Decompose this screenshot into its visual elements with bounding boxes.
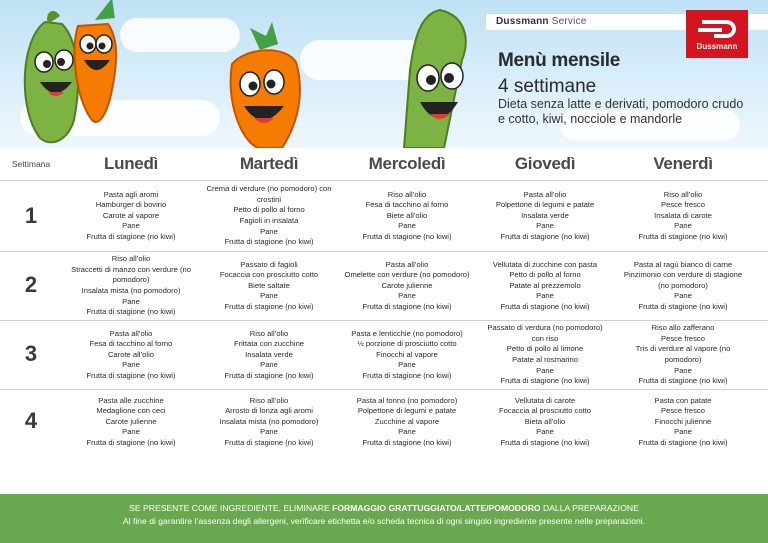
dish-line: Polpettone di legumi e patate — [495, 200, 595, 210]
dish-line: Medaglione con ceci — [96, 406, 166, 416]
dish-line: Biete saltate — [248, 280, 290, 290]
dish-line: Petto di pollo al forno — [233, 205, 305, 215]
dish-line: (no pomodoro) — [658, 280, 708, 290]
dish-line: Polpettone di legumi e patate — [357, 406, 457, 416]
dish-line: pomodoro) — [112, 275, 150, 285]
dish-line: Pane — [536, 427, 554, 437]
dish-line: Finocchi julienne — [654, 416, 712, 426]
dish-line: Fesa di tacchino al forno — [365, 200, 449, 210]
dish-line: Frutta di stagione (no kiwi) — [224, 370, 314, 380]
dish-line: Frutta di stagione (no kiwi) — [500, 437, 590, 447]
dish-line: Pane — [674, 291, 692, 301]
table-header-row — [0, 150, 768, 180]
menu-cell — [476, 321, 614, 389]
dish-line: Frutta di stagione (no kiwi) — [362, 437, 452, 447]
dish-line: Straccetti di manzo con verdure (no — [71, 264, 191, 274]
menu-cell — [614, 252, 752, 320]
menu-cell — [338, 252, 476, 320]
menu-cell — [614, 390, 752, 454]
dish-line: Riso all’olio — [249, 395, 289, 405]
dish-line: Pane — [122, 221, 140, 231]
dish-line: Passato di fagioli — [240, 259, 298, 269]
table-row — [0, 321, 768, 389]
footer-warning-pre: SE PRESENTE COME INGREDIENTE, ELIMINARE — [129, 503, 333, 513]
menu-cell — [614, 181, 752, 251]
brand-name — [496, 16, 586, 27]
brand-name-bold: Dussmann — [496, 16, 549, 27]
dish-line: Carote julienne — [381, 280, 433, 290]
week-column-header: Settimana — [11, 159, 51, 169]
dish-line: Pasta agli aromi — [103, 189, 159, 199]
menu-cell — [200, 181, 338, 251]
dish-line: Pane — [674, 427, 692, 437]
dish-line: Frutta di stagione (no kiwi) — [638, 376, 728, 386]
dish-line: Pane — [398, 291, 416, 301]
dish-line: Insalata verde — [521, 210, 569, 220]
dish-line: Pane — [536, 221, 554, 231]
carrot-character-icon — [74, 0, 116, 122]
menu-cell — [200, 321, 338, 389]
dish-line: Patate al rosmarino — [512, 355, 578, 364]
day-header: Giovedì — [514, 154, 576, 173]
menu-cell — [338, 321, 476, 389]
dish-line: Focaccia con prosciutto cotto — [219, 270, 319, 280]
logo-mark-icon — [686, 14, 748, 44]
brand-name-light: Service — [551, 16, 587, 27]
dish-line: Pane — [260, 360, 278, 370]
dish-line: Frutta di stagione (no kiwi) — [500, 301, 590, 311]
week-number: 2 — [24, 272, 38, 297]
dish-line: Carote julienne — [105, 416, 157, 426]
dish-line: ½ porzione di prosciutto cotto — [357, 339, 457, 349]
dish-line: Pasta al ragù bianco di carne — [633, 259, 733, 269]
dish-line: Pasta alle zucchine — [98, 395, 164, 405]
dish-line: Insalata mista (no pomodoro) — [219, 416, 319, 426]
vegetables-illustration — [0, 0, 480, 148]
menu-cell — [200, 252, 338, 320]
dish-line: Pane — [398, 427, 416, 437]
dish-line: Pasta all’olio — [385, 259, 429, 269]
menu-cell — [62, 321, 200, 389]
carrot-character-icon — [231, 22, 300, 148]
zucchini-character-icon — [25, 11, 78, 142]
footer-warning-bold: FORMAGGIO GRATTUGGIATO/LATTE/POMODORO — [332, 503, 541, 513]
dish-line: pomodoro) — [664, 355, 702, 364]
menu-cell — [476, 252, 614, 320]
week-number: 3 — [24, 341, 38, 366]
footer-warning — [0, 503, 768, 513]
allergen-footer — [0, 494, 768, 543]
dish-line: Pane — [536, 365, 554, 375]
dish-line: Carote al vapore — [102, 210, 160, 220]
menu-cell — [62, 390, 200, 454]
dish-line: Insalata mista (no pomodoro) — [81, 286, 181, 295]
dish-line: Pane — [674, 221, 692, 231]
menu-cell — [62, 181, 200, 251]
page-subtitle: 4 settimane — [498, 76, 597, 97]
dish-line: Pasta al tonno (no pomodoro) — [356, 395, 458, 405]
dish-line: Frutta di stagione (no kiwi) — [500, 231, 590, 241]
dish-line: Tris di verdure al vapore (no — [635, 344, 731, 354]
dish-line: Riso all’olio — [663, 189, 703, 199]
dish-line: Pasta all’olio — [523, 189, 567, 199]
footer-note: Al fine di garantire l’assenza degli allergeni, verificare etichetta e/o scheda tecnica di ogni singolo ingrediente presente nelle preparazioni. — [122, 516, 646, 526]
dish-line: Pane — [398, 360, 416, 370]
dish-line: Pane — [536, 291, 554, 301]
dish-line: Insalata verde — [245, 349, 293, 359]
diet-description: Dieta senza latte e derivati, pomodoro crudo e cotto, kiwi, nocciole e mandorle — [498, 97, 744, 126]
dish-line: Pasta all’olio — [109, 328, 153, 338]
dish-line: Riso all’olio — [387, 189, 427, 199]
dish-line: Vellutata di zucchine con pasta — [492, 259, 598, 269]
dish-line: Pane — [398, 221, 416, 231]
dish-line: Pinzimonio con verdure di stagione — [623, 270, 743, 280]
dish-line: Frittata con zucchine — [233, 339, 305, 349]
zucchini-character-icon — [404, 10, 466, 148]
dish-line: Frutta di stagione (no kiwi) — [224, 437, 314, 447]
dish-line: Riso all’olio — [111, 254, 151, 264]
table-row — [0, 390, 768, 454]
menu-cell — [338, 390, 476, 454]
menu-cell — [200, 390, 338, 454]
page-title: Menù mensile — [498, 50, 621, 71]
dish-line: Pesce fresco — [661, 200, 705, 210]
week-number: 4 — [24, 408, 38, 433]
dish-line: Passato di verdura (no pomodoro) — [487, 323, 603, 333]
dish-line: Pane — [674, 365, 692, 375]
dish-line: Patate al prezzemolo — [509, 280, 581, 290]
menu-cell — [62, 252, 200, 320]
dish-line: Riso all’olio — [249, 328, 289, 338]
table-row — [0, 181, 768, 251]
dish-line: Bieta all’olio — [524, 416, 566, 426]
dish-line: Frutta di stagione (no kiwi) — [638, 231, 728, 241]
day-header: Venerdì — [653, 154, 713, 173]
dish-line: Arrosto di lonza agli aromi — [225, 406, 313, 416]
dish-line: con riso — [531, 333, 559, 343]
dish-line: Frutta di stagione (no kiwi) — [86, 307, 176, 317]
dish-line: Petto di pollo al limone — [506, 344, 584, 354]
menu-cell — [476, 390, 614, 454]
dish-line: Omelette con verdure (no pomodoro) — [344, 270, 470, 280]
dish-line: Fagioli in insalata — [239, 216, 299, 225]
table-row — [0, 252, 768, 320]
dish-line: Hamburger di bovino — [95, 200, 167, 210]
dish-line: Frutta di stagione (no kiwi) — [638, 301, 728, 311]
dish-line: Pesce fresco — [661, 333, 705, 343]
dish-line: Focaccia al prosciutto cotto — [498, 406, 591, 416]
dish-line: Pasta con patate — [654, 395, 712, 405]
dish-line: Frutta di stagione (no kiwi) — [224, 301, 314, 311]
dish-line: Frutta di stagione (no kiwi) — [86, 370, 176, 380]
dish-line: Frutta di stagione (no kiwi) — [86, 437, 176, 447]
dish-line: Frutta di stagione (no kiwi) — [362, 370, 452, 380]
dish-line: Pane — [260, 291, 278, 301]
dish-line: Frutta di stagione (no kiwi) — [638, 437, 728, 447]
logo-label: Dussmann — [696, 42, 738, 51]
dish-line: Pane — [122, 296, 140, 306]
menu-cell — [338, 181, 476, 251]
dish-line: Biete all’olio — [386, 210, 428, 220]
day-header: Mercoledì — [368, 154, 446, 173]
menu-cell — [614, 321, 752, 389]
dish-line: Pane — [122, 360, 140, 370]
dish-line: Carote all’olio — [107, 349, 154, 359]
week-number: 1 — [24, 203, 38, 228]
dish-line: Pesce fresco — [661, 406, 705, 416]
dish-line: Frutta di stagione (no kiwi) — [224, 237, 314, 247]
header-banner — [0, 0, 768, 148]
dish-line: Pane — [122, 427, 140, 437]
dish-line: Pane — [260, 427, 278, 437]
dish-line: Riso allo zafferano — [651, 323, 715, 333]
dish-line: Fesa di tacchino al forno — [89, 339, 173, 349]
dish-line: Pasta e lenticchie (no pomodoro) — [351, 328, 463, 338]
dish-line: crostini — [256, 194, 282, 204]
dish-line: Finocchi al vapore — [376, 349, 438, 359]
dish-line: Frutta di stagione (no kiwi) — [86, 231, 176, 241]
dish-line: Crema di verdure (no pomodoro) con — [206, 184, 332, 194]
dish-line: Pane — [260, 226, 278, 236]
menu-cell — [476, 181, 614, 251]
dish-line: Petto di pollo al forno — [509, 270, 581, 280]
dish-line: Zucchine al vapore — [374, 416, 440, 426]
dish-line: Frutta di stagione (no kiwi) — [362, 301, 452, 311]
dish-line: Insalata di carote — [654, 210, 712, 220]
dish-line: Frutta di stagione (no kiwi) — [500, 376, 590, 386]
dish-line: Vellutata di carote — [514, 395, 576, 405]
footer-warning-post: DALLA PREPARAZIONE — [540, 503, 639, 513]
day-header: Martedì — [239, 154, 299, 173]
dish-line: Frutta di stagione (no kiwi) — [362, 231, 452, 241]
day-header: Lunedì — [104, 154, 158, 173]
